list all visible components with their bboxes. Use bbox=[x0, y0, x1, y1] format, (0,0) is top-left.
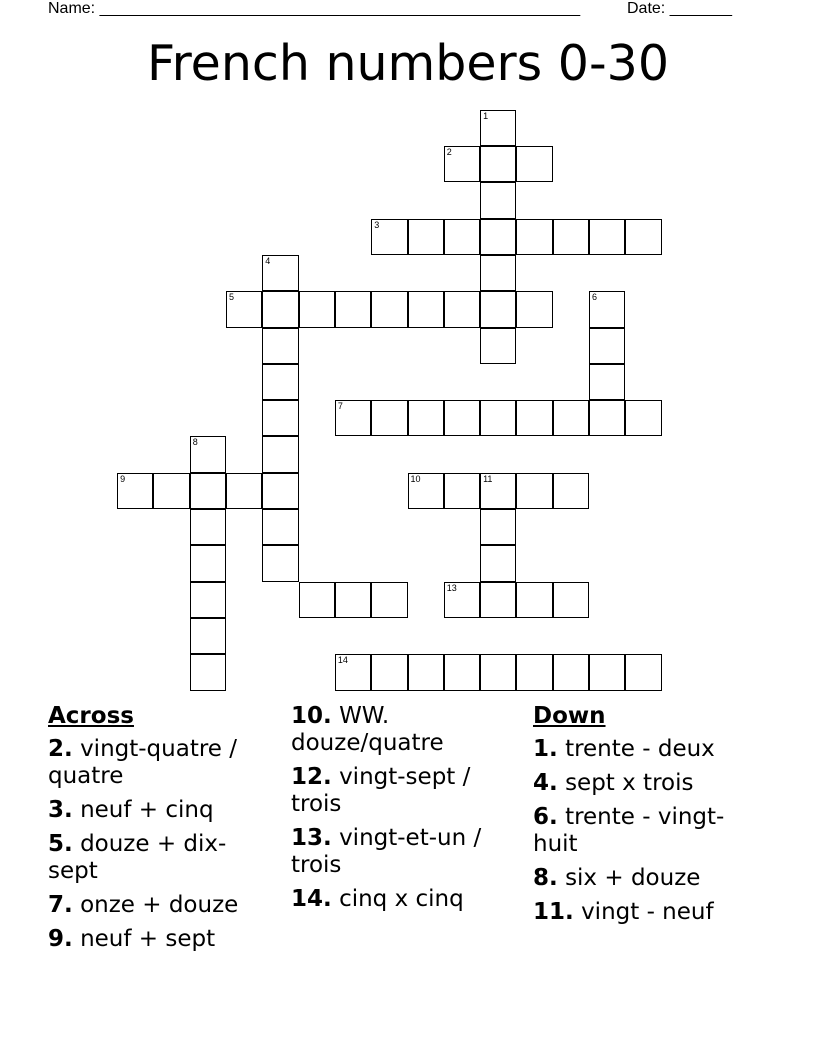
clue-number: 10 bbox=[410, 473, 421, 484]
grid-cell[interactable] bbox=[262, 436, 298, 472]
clue-number: 13 bbox=[446, 582, 457, 593]
clue-number: 7 bbox=[337, 401, 343, 412]
clue-number: 2 bbox=[446, 147, 452, 157]
grid-cell[interactable] bbox=[262, 364, 298, 400]
grid-cell[interactable] bbox=[480, 219, 516, 255]
grid-cell[interactable] bbox=[480, 291, 516, 327]
grid-cell[interactable] bbox=[480, 545, 516, 581]
grid-cell[interactable] bbox=[371, 582, 407, 618]
name-field-label: Name: ______________________________________________________ bbox=[48, 0, 581, 17]
grid-cell[interactable] bbox=[480, 509, 516, 545]
grid-cell[interactable] bbox=[480, 146, 516, 182]
clue-across-10: 10. WW. douze/quatre bbox=[291, 703, 444, 756]
clue-down-8: 8. six + douze bbox=[533, 865, 701, 891]
date-field-label: Date: _______ bbox=[627, 0, 732, 17]
grid-cell[interactable] bbox=[480, 473, 516, 509]
clue-across-5: 5. douze + dix-sept bbox=[48, 831, 227, 884]
grid-cell[interactable] bbox=[589, 328, 625, 364]
across-clues-column-1 bbox=[48, 703, 263, 960]
grid-cell[interactable] bbox=[335, 582, 371, 618]
grid-cell[interactable] bbox=[262, 291, 298, 327]
across-heading: Across bbox=[48, 703, 134, 729]
clue-down-11: 11. vingt - neuf bbox=[533, 899, 714, 925]
grid-cell[interactable] bbox=[516, 654, 552, 690]
grid-cell[interactable] bbox=[262, 473, 298, 509]
grid-cell[interactable] bbox=[444, 654, 480, 690]
clue-across-9: 9. neuf + sept bbox=[48, 926, 216, 952]
clue-down-4: 4. sept x trois bbox=[533, 770, 694, 796]
grid-cell[interactable] bbox=[444, 582, 480, 618]
clue-number: 1 bbox=[483, 110, 489, 121]
grid-cell[interactable] bbox=[625, 219, 661, 255]
grid-cell[interactable] bbox=[589, 219, 625, 255]
clue-number: 8 bbox=[192, 437, 198, 448]
grid-cell[interactable] bbox=[190, 618, 226, 654]
grid-cell[interactable] bbox=[480, 654, 516, 690]
grid-cell[interactable] bbox=[516, 219, 552, 255]
page-title: French numbers 0-30 bbox=[146, 35, 669, 92]
grid-cell[interactable] bbox=[589, 364, 625, 400]
clue-across-12: 12. vingt-sept / trois bbox=[291, 764, 471, 817]
grid-cell[interactable] bbox=[262, 328, 298, 364]
grid-cell[interactable] bbox=[190, 654, 226, 690]
grid-cell[interactable] bbox=[516, 400, 552, 436]
grid-cell[interactable] bbox=[444, 473, 480, 509]
clue-number: 3 bbox=[374, 219, 380, 230]
grid-cell[interactable] bbox=[262, 400, 298, 436]
grid-cell[interactable] bbox=[480, 400, 516, 436]
grid-cell[interactable] bbox=[589, 291, 625, 327]
grid-cell[interactable] bbox=[371, 219, 407, 255]
grid-cell[interactable] bbox=[190, 473, 226, 509]
clue-down-1: 1. trente - deux bbox=[533, 736, 715, 762]
across-clues-column-2 bbox=[291, 703, 516, 920]
grid-cell[interactable] bbox=[480, 328, 516, 364]
grid-cell[interactable] bbox=[335, 291, 371, 327]
grid-cell[interactable] bbox=[408, 473, 444, 509]
down-heading: Down bbox=[533, 703, 606, 729]
grid-cell[interactable] bbox=[480, 182, 516, 218]
grid-cell[interactable] bbox=[625, 400, 661, 436]
grid-cell[interactable] bbox=[190, 509, 226, 545]
clue-across-14: 14. cinq x cinq bbox=[291, 886, 464, 912]
clue-number: 5 bbox=[229, 292, 235, 303]
grid-cell[interactable] bbox=[371, 291, 407, 327]
clue-across-13: 13. vingt-et-un / trois bbox=[291, 825, 482, 878]
grid-cell[interactable] bbox=[444, 146, 480, 182]
grid-cell[interactable] bbox=[444, 400, 480, 436]
clue-across-3: 3. neuf + cinq bbox=[48, 797, 214, 823]
grid-cell[interactable] bbox=[625, 654, 661, 690]
clue-number: 14 bbox=[337, 655, 348, 666]
grid-cell[interactable] bbox=[153, 473, 189, 509]
grid-cell[interactable] bbox=[190, 545, 226, 581]
grid-cell[interactable] bbox=[480, 582, 516, 618]
grid-cell[interactable] bbox=[262, 545, 298, 581]
grid-cell[interactable] bbox=[408, 219, 444, 255]
grid-cell[interactable] bbox=[262, 255, 298, 291]
clue-across-7: 7. onze + douze bbox=[48, 892, 239, 918]
grid-cell[interactable] bbox=[226, 291, 262, 327]
grid-cell[interactable] bbox=[553, 400, 589, 436]
grid-cell[interactable] bbox=[408, 654, 444, 690]
grid-cell[interactable] bbox=[335, 400, 371, 436]
clue-down-6: 6. trente - vingt-huit bbox=[533, 804, 725, 857]
grid-cell[interactable] bbox=[299, 582, 335, 618]
grid-cell[interactable] bbox=[335, 654, 371, 690]
grid-cell[interactable] bbox=[226, 473, 262, 509]
grid-cell[interactable] bbox=[589, 400, 625, 436]
grid-cell[interactable] bbox=[553, 654, 589, 690]
grid-cell[interactable] bbox=[516, 291, 552, 327]
grid-cell[interactable] bbox=[480, 110, 516, 146]
clue-number: 6 bbox=[592, 292, 598, 303]
grid-cell[interactable] bbox=[262, 509, 298, 545]
grid-cell[interactable] bbox=[553, 582, 589, 618]
clue-number: 11 bbox=[483, 473, 493, 484]
grid-cell[interactable] bbox=[553, 473, 589, 509]
grid-cell[interactable] bbox=[117, 473, 153, 509]
grid-cell[interactable] bbox=[589, 654, 625, 690]
grid-cell[interactable] bbox=[408, 400, 444, 436]
grid-cell[interactable] bbox=[516, 473, 552, 509]
clue-number: 9 bbox=[120, 473, 126, 484]
clue-across-2: 2. vingt-quatre / quatre bbox=[48, 736, 238, 789]
grid-cell[interactable] bbox=[408, 291, 444, 327]
grid-cell[interactable] bbox=[444, 219, 480, 255]
grid-cell[interactable] bbox=[516, 582, 552, 618]
grid-cell[interactable] bbox=[190, 436, 226, 472]
grid-cell[interactable] bbox=[190, 582, 226, 618]
grid-cell[interactable] bbox=[299, 291, 335, 327]
grid-cell[interactable] bbox=[516, 146, 552, 182]
grid-cell[interactable] bbox=[480, 255, 516, 291]
grid-cell[interactable] bbox=[444, 291, 480, 327]
clue-number: 4 bbox=[265, 255, 271, 266]
grid-cell[interactable] bbox=[371, 654, 407, 690]
down-clues-column bbox=[533, 703, 763, 933]
grid-cell[interactable] bbox=[371, 400, 407, 436]
grid-cell[interactable] bbox=[553, 219, 589, 255]
